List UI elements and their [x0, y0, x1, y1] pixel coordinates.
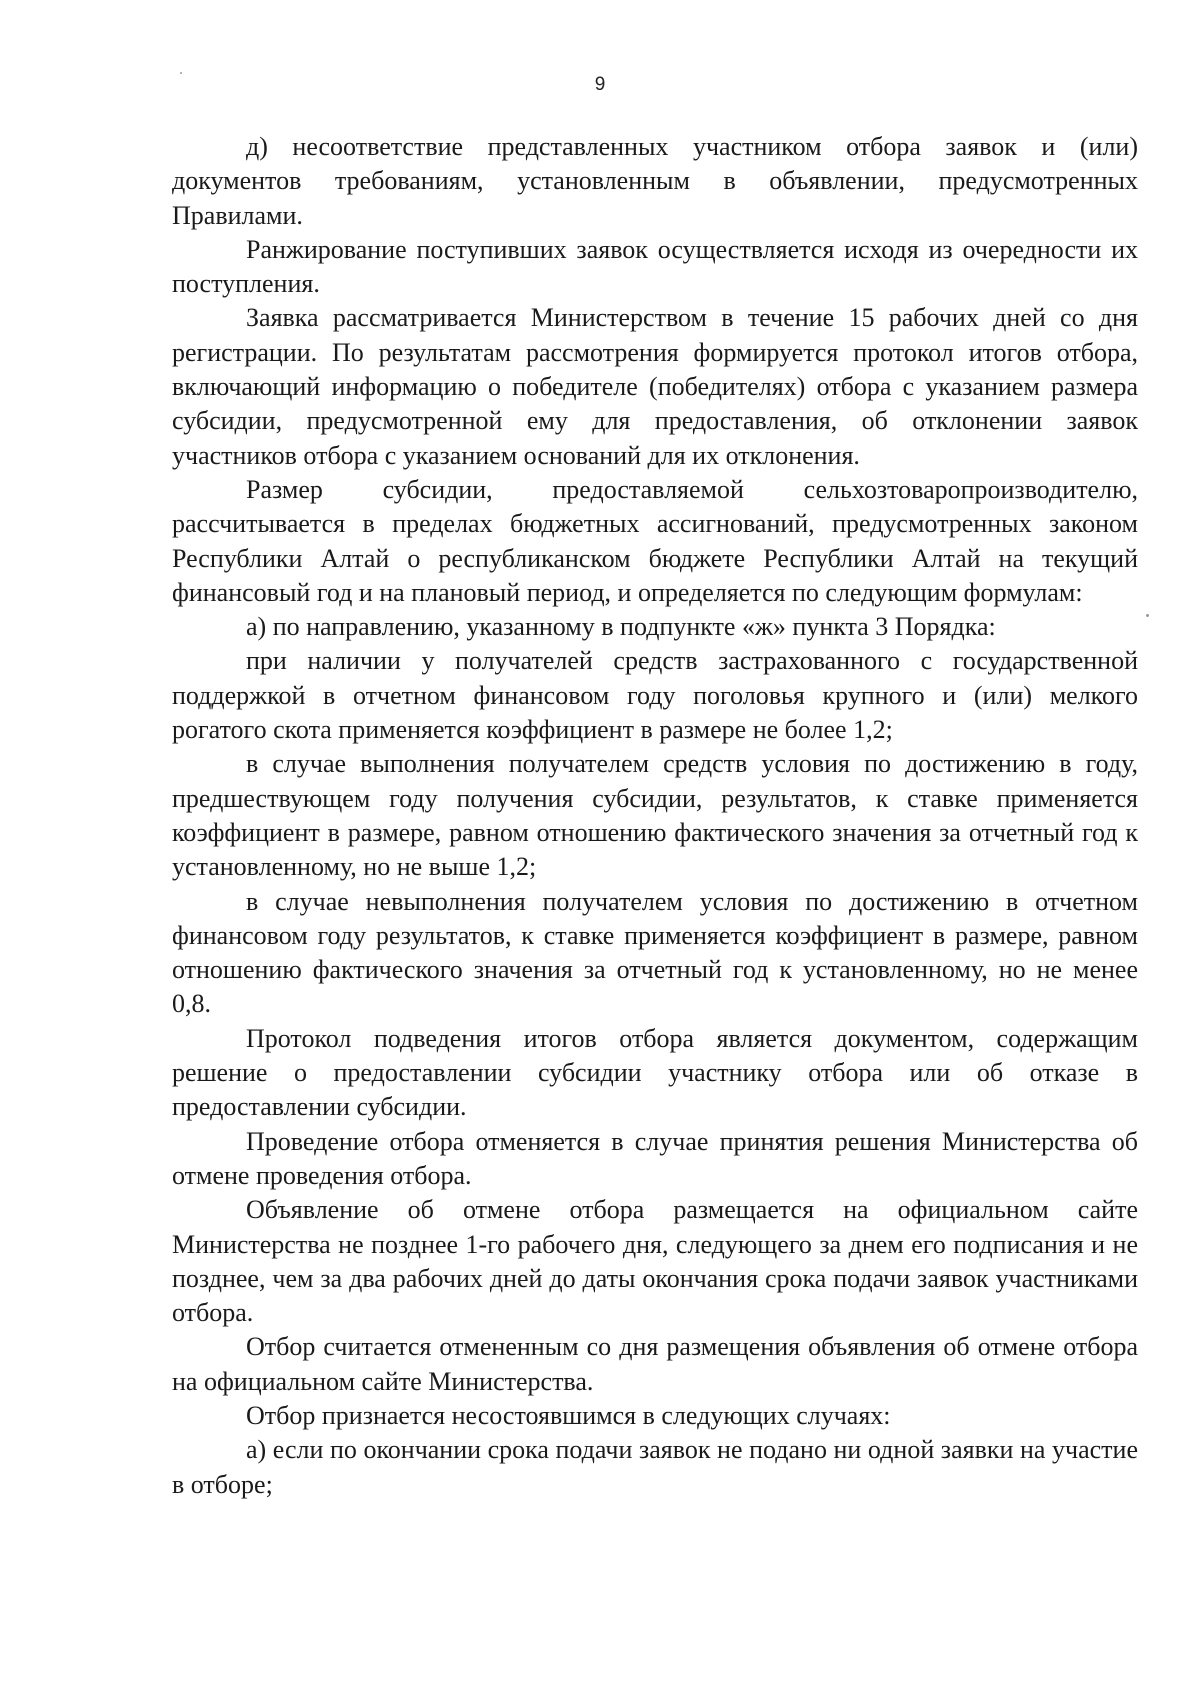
- paragraph-insured-livestock: при наличии у получателей средств застрахованного с государственной поддержкой в отчетном финансовом году поголовья крупного и (или) мелкого рогатого скота применяется коэффициент в размере не более 1,2;: [172, 646, 1138, 745]
- paragraph-cancellation-notice: Объявление об отмене отбора размещается на официальном сайте Министерства не позднее 1-го рабочего дня, следующего за днем его подписания и не позднее, чем за два рабочих дней до даты окончания срока подачи заявок участниками отбора.: [172, 1195, 1138, 1328]
- paragraph-subsidy-size: Размер субсидии, предоставляемой сельхозтоваропроизводителю, рассчитывается в пределах бюджетных ассигнований, предусмотренных законом Республики Алтай о республиканском бюджете Республики Алтай на текущий финансовый год и на плановый период, и определяется по следующим формулам:: [172, 474, 1138, 607]
- page-number: 9: [594, 74, 606, 95]
- paragraph-review-period: Заявка рассматривается Министерством в течение 15 рабочих дней со дня регистрации. По результатам рассмотрения формируется протокол итогов отбора, включающий информацию о победителе (победителях) отбора с указанием размера субсидии, предусмотренной ему для предоставления, об отклонении заявок участников отбора с указанием оснований для их отклонения.: [172, 303, 1138, 470]
- paragraph-cancelled-from: Отбор считается отмененным со дня размещения объявления об отмене отбора на официальном сайте Министерства.: [172, 1332, 1138, 1396]
- paragraph-protocol: Протокол подведения итогов отбора является документом, содержащим решение о предоставлении субсидии участнику отбора или об отказе в предоставлении субсидии.: [172, 1023, 1138, 1122]
- paragraph-results-achieved: в случае выполнения получателем средств условия по достижению в году, предшествующем году получения субсидии, результатов, к ставке применяется коэффициент в размере, равном отношению фактического значения за отчетный год к установленному, но не выше 1,2;: [172, 749, 1138, 882]
- paragraph-cancellation: Проведение отбора отменяется в случае принятия решения Министерства об отмене проведения отбора.: [172, 1126, 1138, 1190]
- scan-speck: [1146, 614, 1149, 617]
- paragraph-non-compliance: д) несоответствие представленных участником отбора заявок и (или) документов требованиям, установленным в объявлении, предусмотренных Правилами.: [172, 132, 1138, 230]
- paragraph-results-not-achieved: в случае невыполнения получателем условия по достижению в отчетном финансовом году результатов, к ставке применяется коэффициент в размере, равном отношению фактического значения за отчетный год к установленному, но не менее 0,8.: [172, 886, 1138, 1019]
- paragraph-ranking: Ранжирование поступивших заявок осуществляется исходя из очередности их поступления.: [172, 234, 1138, 299]
- paragraph-direction-a: а) по направлению, указанному в подпункте «ж» пункта 3 Порядка:: [246, 612, 996, 642]
- document-body: [172, 130, 1138, 1502]
- paragraph-failed-selection: Отбор признается несостоявшимся в следующих случаях:: [246, 1400, 891, 1430]
- paragraph-no-applications: а) если по окончании срока подачи заявок не подано ни одной заявки на участие в отборе;: [172, 1435, 1138, 1499]
- scan-speck: [180, 72, 182, 74]
